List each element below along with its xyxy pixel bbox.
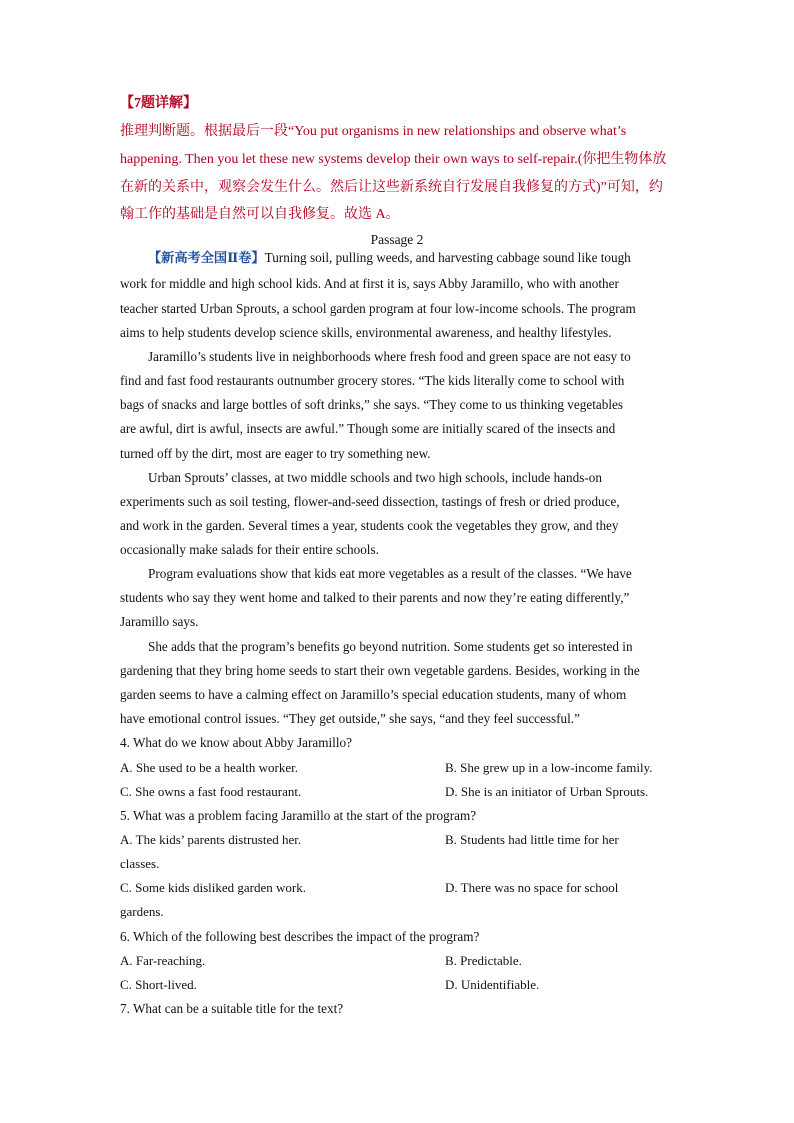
question-option: A. The kids’ parents distrusted her. — [120, 832, 302, 847]
passage-line: bags of snacks and large bottles of soft drinks,” she says. “They come to us thinking vegetables — [120, 397, 623, 412]
passage-first-line — [148, 250, 708, 266]
answer-line: 翰工作的基础是自然可以自我修复。故选 A。 — [120, 207, 400, 222]
question-option: A. Far-reaching. — [120, 953, 206, 968]
passage-line: experiments such as soil testing, flower-and-seed dissection, tastings of fresh or dried produce, — [120, 494, 620, 509]
question-option: B. Predictable. — [445, 953, 522, 968]
passage-title: Passage 2 — [370, 232, 424, 247]
source-tag: 【新高考全国Ⅱ卷】 — [148, 250, 265, 265]
question-stem: 5. What was a problem facing Jaramillo at the start of the program? — [120, 808, 477, 823]
question-option: B. Students had little time for her — [445, 832, 619, 847]
passage-line: gardening that they bring home seeds to start their own vegetable gardens. Besides, working in the — [120, 663, 640, 678]
answer-line: happening. Then you let these new systems develop their own ways to self-repair.(你把生物体放 — [120, 152, 667, 167]
question-option: D. She is an initiator of Urban Sprouts. — [445, 784, 649, 799]
passage-line: and work in the garden. Several times a year, students cook the vegetables they grow, and they — [120, 518, 619, 533]
passage-line: have emotional control issues. “They get outside,” she says, “and they feel successful.” — [120, 711, 580, 726]
question-option: C. She owns a fast food restaurant. — [120, 784, 302, 799]
question-option: D. Unidentifiable. — [445, 977, 540, 992]
question-stem: 6. Which of the following best describes the impact of the program? — [120, 929, 480, 944]
passage-line: She adds that the program’s benefits go beyond nutrition. Some students get so interested in — [148, 639, 633, 654]
passage-line: turned off by the dirt, most are eager to try something new. — [120, 446, 431, 461]
passage-line: Jaramillo’s students live in neighborhoods where fresh food and green space are not easy to — [148, 349, 631, 364]
question-option: C. Short-lived. — [120, 977, 197, 992]
passage-line: garden seems to have a calming effect on Jaramillo’s special education students, many of whom — [120, 687, 627, 702]
question-option-continued: gardens. — [120, 904, 164, 919]
question-stem: 4. What do we know about Abby Jaramillo? — [120, 735, 352, 750]
passage-line: students who say they went home and talked to their parents and now they’re eating differently,” — [120, 590, 630, 605]
passage-line: Turning soil, pulling weeds, and harvesting cabbage sound like tough — [264, 250, 631, 265]
passage-line: Jaramillo says. — [120, 614, 199, 629]
passage-line: Program evaluations show that kids eat more vegetables as a result of the classes. “We have — [148, 566, 632, 581]
question-stem: 7. What can be a suitable title for the text? — [120, 1001, 344, 1016]
answer-line: 在新的关系中，观察会发生什么。然后让这些新系统自行发展自我修复的方式)”可知，约 — [120, 180, 663, 195]
question-option-continued: classes. — [120, 856, 160, 871]
passage-line: find and fast food restaurants outnumber grocery stores. “The kids literally come to school with — [120, 373, 625, 388]
question-option: B. She grew up in a low-income family. — [445, 760, 653, 775]
question-option: C. Some kids disliked garden work. — [120, 880, 306, 895]
passage-line: teacher started Urban Sprouts, a school garden program at four low-income schools. The program — [120, 301, 636, 316]
passage-line: occasionally make salads for their entire schools. — [120, 542, 379, 557]
passage-line: are awful, dirt is awful, insects are awful.” Though some are initially scared of the insects and — [120, 421, 616, 436]
passage-line: aims to help students develop science skills, environmental awareness, and healthy lifestyles. — [120, 325, 612, 340]
question-option: D. There was no space for school — [445, 880, 619, 895]
passage-line: Urban Sprouts’ classes, at two middle schools and two high schools, include hands-on — [148, 470, 602, 485]
answer-line: 推理判断题。根据最后一段“You put organisms in new relationships and observe what’s — [120, 124, 627, 139]
question-option: A. She used to be a health worker. — [120, 760, 298, 775]
answer-heading: 【7题详解】 — [120, 96, 197, 111]
passage-line: work for middle and high school kids. And at first it is, says Abby Jaramillo, who with another — [120, 276, 619, 291]
